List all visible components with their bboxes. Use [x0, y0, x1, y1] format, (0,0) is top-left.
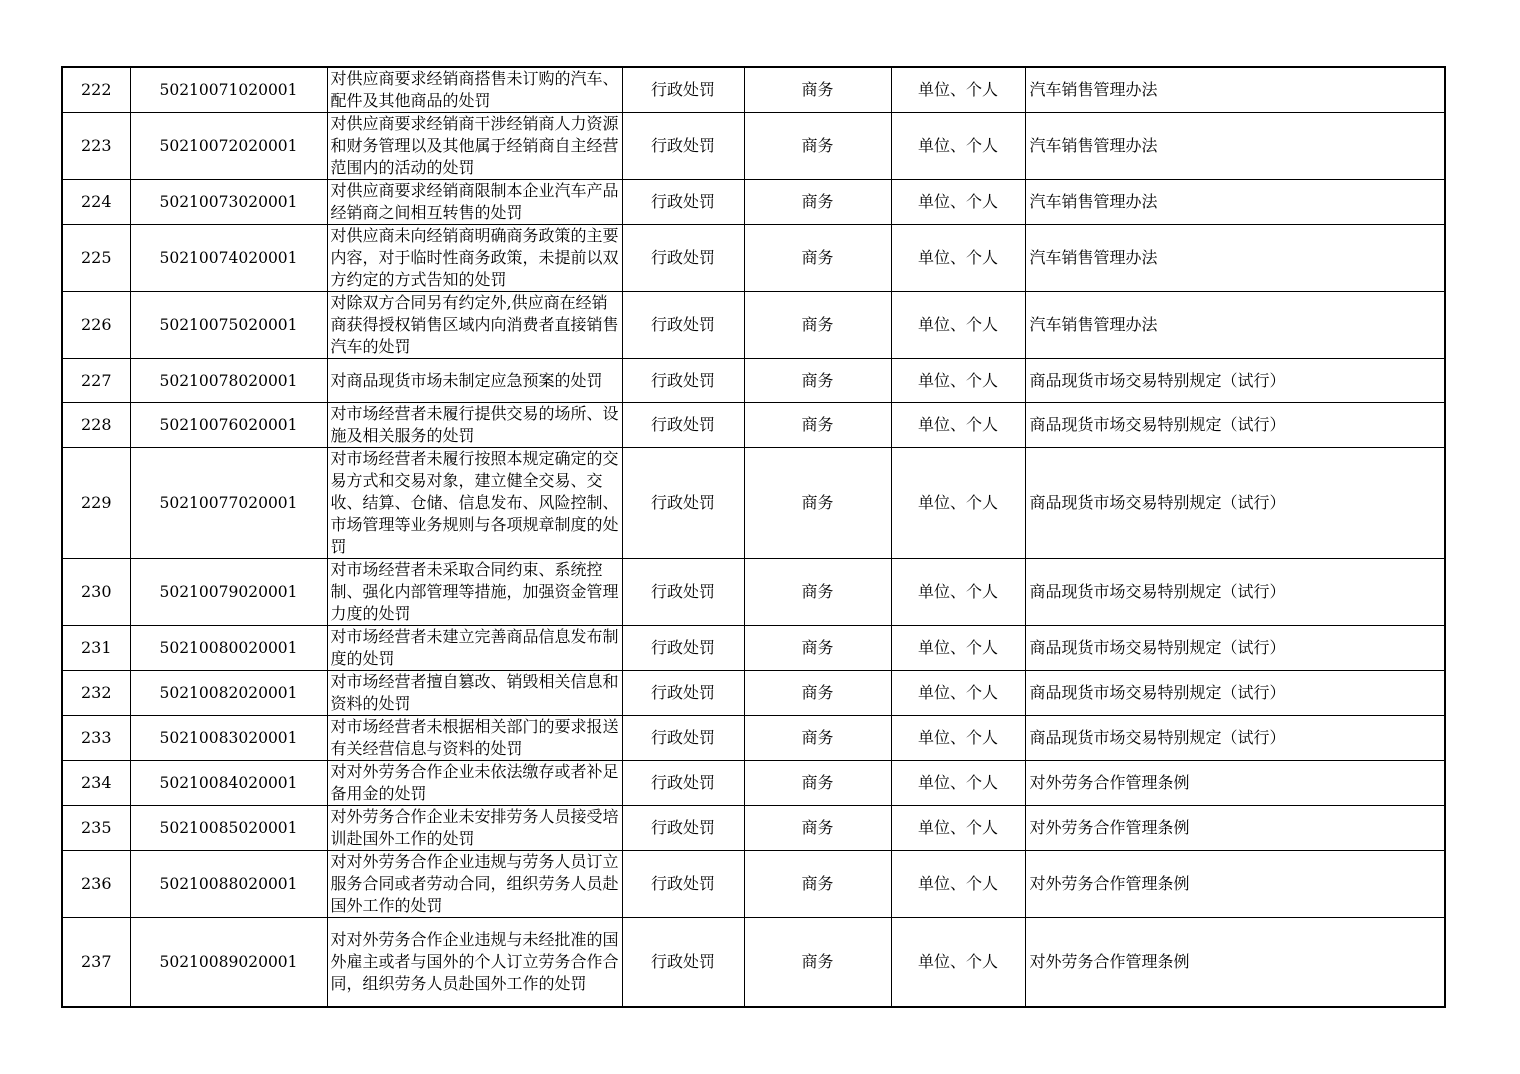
department-cell: 商务 [744, 180, 891, 225]
item-name-cell: 对除双方合同另有约定外,供应商在经销商获得授权销售区域内向消费者直接销售汽车的处罚 [327, 292, 622, 359]
table-row [62, 671, 1445, 716]
item-type-cell: 行政处罚 [622, 403, 744, 448]
legal-basis-cell: 汽车销售管理办法 [1025, 113, 1445, 180]
item-code-cell: 50210073020001 [130, 180, 327, 225]
item-type-cell: 行政处罚 [622, 761, 744, 806]
department-cell: 商务 [744, 359, 891, 403]
row-index-cell: 225 [62, 225, 130, 292]
department-cell: 商务 [744, 67, 891, 113]
item-code-cell: 50210083020001 [130, 716, 327, 761]
item-code-cell: 50210079020001 [130, 559, 327, 626]
subject-cell: 单位、个人 [891, 806, 1025, 851]
item-name-cell: 对商品现货市场未制定应急预案的处罚 [327, 359, 622, 403]
row-index-cell: 237 [62, 918, 130, 1007]
item-name-cell: 对市场经营者未履行按照本规定确定的交易方式和交易对象，建立健全交易、交收、结算、仓储、信息发布、风险控制、市场管理等业务规则与各项规章制度的处罚 [327, 448, 622, 559]
legal-basis-cell: 对外劳务合作管理条例 [1025, 851, 1445, 918]
table-row [62, 559, 1445, 626]
row-index-cell: 231 [62, 626, 130, 671]
subject-cell: 单位、个人 [891, 403, 1025, 448]
table-row [62, 359, 1445, 403]
item-name-cell: 对外劳务合作企业未安排劳务人员接受培训赴国外工作的处罚 [327, 806, 622, 851]
item-name-cell: 对对外劳务合作企业违规与未经批准的国外雇主或者与国外的个人订立劳务合作合同，组织劳务人员赴国外工作的处罚 [327, 918, 622, 1007]
item-name-cell: 对供应商要求经销商限制本企业汽车产品经销商之间相互转售的处罚 [327, 180, 622, 225]
item-type-cell: 行政处罚 [622, 113, 744, 180]
item-name-cell: 对供应商未向经销商明确商务政策的主要内容，对于临时性商务政策，未提前以双方约定的方式告知的处罚 [327, 225, 622, 292]
item-type-cell: 行政处罚 [622, 851, 744, 918]
item-code-cell: 50210074020001 [130, 225, 327, 292]
subject-cell: 单位、个人 [891, 626, 1025, 671]
row-index-cell: 223 [62, 113, 130, 180]
department-cell: 商务 [744, 626, 891, 671]
row-index-cell: 236 [62, 851, 130, 918]
legal-basis-cell: 汽车销售管理办法 [1025, 180, 1445, 225]
item-code-cell: 50210078020001 [130, 359, 327, 403]
subject-cell: 单位、个人 [891, 180, 1025, 225]
row-index-cell: 232 [62, 671, 130, 716]
table-row [62, 918, 1445, 1007]
table-row [62, 448, 1445, 559]
item-type-cell: 行政处罚 [622, 292, 744, 359]
table-row [62, 806, 1445, 851]
item-code-cell: 50210075020001 [130, 292, 327, 359]
item-code-cell: 50210080020001 [130, 626, 327, 671]
item-code-cell: 50210085020001 [130, 806, 327, 851]
legal-basis-cell: 商品现货市场交易特别规定（试行） [1025, 403, 1445, 448]
item-name-cell: 对市场经营者未履行提供交易的场所、设施及相关服务的处罚 [327, 403, 622, 448]
legal-basis-cell: 商品现货市场交易特别规定（试行） [1025, 559, 1445, 626]
item-name-cell: 对对外劳务合作企业未依法缴存或者补足备用金的处罚 [327, 761, 622, 806]
item-type-cell: 行政处罚 [622, 918, 744, 1007]
legal-basis-cell: 商品现货市场交易特别规定（试行） [1025, 671, 1445, 716]
row-index-cell: 224 [62, 180, 130, 225]
item-code-cell: 50210072020001 [130, 113, 327, 180]
row-index-cell: 228 [62, 403, 130, 448]
subject-cell: 单位、个人 [891, 448, 1025, 559]
department-cell: 商务 [744, 559, 891, 626]
table-row [62, 851, 1445, 918]
table-row [62, 113, 1445, 180]
legal-basis-cell: 对外劳务合作管理条例 [1025, 918, 1445, 1007]
item-type-cell: 行政处罚 [622, 671, 744, 716]
legal-basis-cell: 汽车销售管理办法 [1025, 292, 1445, 359]
penalty-table [61, 66, 1446, 1008]
table-row [62, 716, 1445, 761]
legal-basis-cell: 商品现货市场交易特别规定（试行） [1025, 359, 1445, 403]
row-index-cell: 235 [62, 806, 130, 851]
item-code-cell: 50210076020001 [130, 403, 327, 448]
department-cell: 商务 [744, 851, 891, 918]
table-row [62, 403, 1445, 448]
item-type-cell: 行政处罚 [622, 626, 744, 671]
department-cell: 商务 [744, 448, 891, 559]
item-code-cell: 50210088020001 [130, 851, 327, 918]
subject-cell: 单位、个人 [891, 851, 1025, 918]
item-type-cell: 行政处罚 [622, 225, 744, 292]
subject-cell: 单位、个人 [891, 716, 1025, 761]
department-cell: 商务 [744, 671, 891, 716]
item-name-cell: 对市场经营者未建立完善商品信息发布制度的处罚 [327, 626, 622, 671]
department-cell: 商务 [744, 761, 891, 806]
department-cell: 商务 [744, 806, 891, 851]
table-row [62, 180, 1445, 225]
item-code-cell: 50210082020001 [130, 671, 327, 716]
item-type-cell: 行政处罚 [622, 806, 744, 851]
legal-basis-cell: 对外劳务合作管理条例 [1025, 806, 1445, 851]
table-row [62, 67, 1445, 113]
item-type-cell: 行政处罚 [622, 716, 744, 761]
legal-basis-cell: 汽车销售管理办法 [1025, 225, 1445, 292]
department-cell: 商务 [744, 113, 891, 180]
department-cell: 商务 [744, 403, 891, 448]
item-name-cell: 对供应商要求经销商干涉经销商人力资源和财务管理以及其他属于经销商自主经营范围内的活动的处罚 [327, 113, 622, 180]
legal-basis-cell: 商品现货市场交易特别规定（试行） [1025, 626, 1445, 671]
row-index-cell: 227 [62, 359, 130, 403]
legal-basis-cell: 商品现货市场交易特别规定（试行） [1025, 448, 1445, 559]
subject-cell: 单位、个人 [891, 292, 1025, 359]
item-code-cell: 50210089020001 [130, 918, 327, 1007]
row-index-cell: 230 [62, 559, 130, 626]
table-row [62, 761, 1445, 806]
subject-cell: 单位、个人 [891, 67, 1025, 113]
item-type-cell: 行政处罚 [622, 67, 744, 113]
department-cell: 商务 [744, 918, 891, 1007]
row-index-cell: 234 [62, 761, 130, 806]
item-name-cell: 对对外劳务合作企业违规与劳务人员订立服务合同或者劳动合同，组织劳务人员赴国外工作的处罚 [327, 851, 622, 918]
item-name-cell: 对市场经营者未采取合同约束、系统控制、强化内部管理等措施，加强资金管理力度的处罚 [327, 559, 622, 626]
department-cell: 商务 [744, 225, 891, 292]
item-name-cell: 对供应商要求经销商搭售未订购的汽车、配件及其他商品的处罚 [327, 67, 622, 113]
item-code-cell: 50210084020001 [130, 761, 327, 806]
subject-cell: 单位、个人 [891, 225, 1025, 292]
item-code-cell: 50210071020001 [130, 67, 327, 113]
row-index-cell: 233 [62, 716, 130, 761]
subject-cell: 单位、个人 [891, 359, 1025, 403]
subject-cell: 单位、个人 [891, 113, 1025, 180]
item-type-cell: 行政处罚 [622, 559, 744, 626]
table-row [62, 225, 1445, 292]
legal-basis-cell: 对外劳务合作管理条例 [1025, 761, 1445, 806]
item-code-cell: 50210077020001 [130, 448, 327, 559]
table-row [62, 292, 1445, 359]
item-type-cell: 行政处罚 [622, 180, 744, 225]
row-index-cell: 229 [62, 448, 130, 559]
subject-cell: 单位、个人 [891, 559, 1025, 626]
table-row [62, 626, 1445, 671]
legal-basis-cell: 汽车销售管理办法 [1025, 67, 1445, 113]
item-type-cell: 行政处罚 [622, 359, 744, 403]
legal-basis-cell: 商品现货市场交易特别规定（试行） [1025, 716, 1445, 761]
department-cell: 商务 [744, 292, 891, 359]
subject-cell: 单位、个人 [891, 918, 1025, 1007]
department-cell: 商务 [744, 716, 891, 761]
subject-cell: 单位、个人 [891, 761, 1025, 806]
item-name-cell: 对市场经营者未根据相关部门的要求报送有关经营信息与资料的处罚 [327, 716, 622, 761]
row-index-cell: 222 [62, 67, 130, 113]
subject-cell: 单位、个人 [891, 671, 1025, 716]
item-name-cell: 对市场经营者擅自篡改、销毁相关信息和资料的处罚 [327, 671, 622, 716]
item-type-cell: 行政处罚 [622, 448, 744, 559]
row-index-cell: 226 [62, 292, 130, 359]
